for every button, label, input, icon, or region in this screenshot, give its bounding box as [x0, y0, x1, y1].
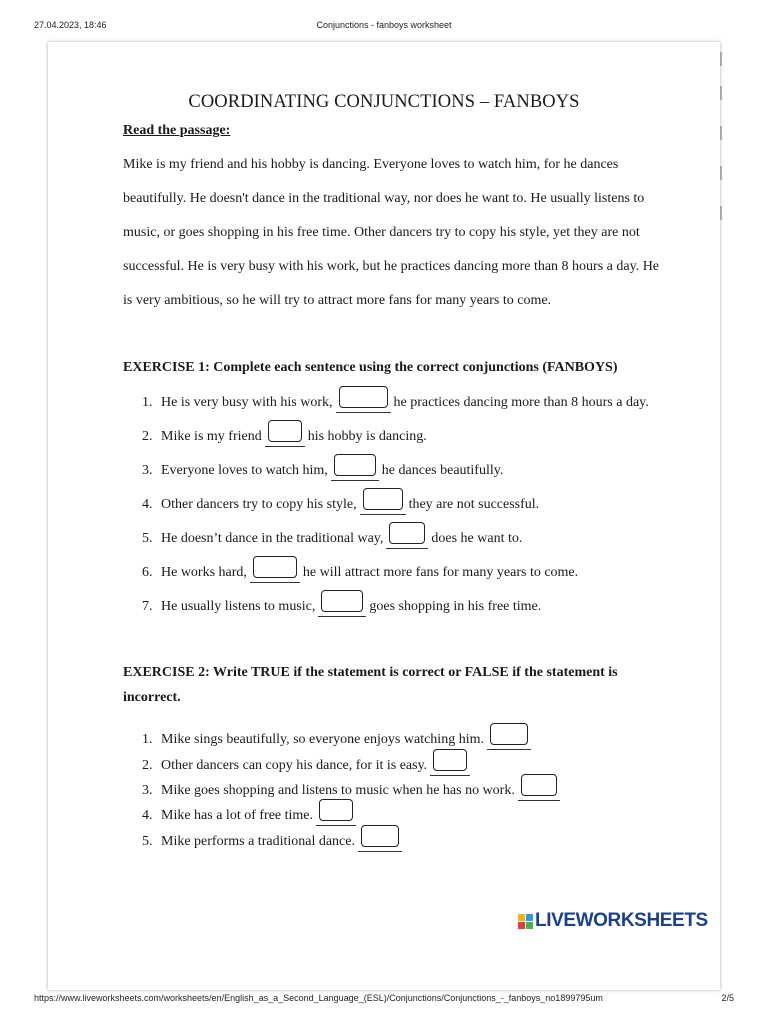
item-text-after: he dances beautifully. — [381, 462, 504, 478]
scroll-edge-mark — [720, 166, 722, 180]
answer-input-box[interactable] — [268, 420, 302, 442]
exercise2-item — [142, 805, 359, 826]
item-number: 5. — [142, 833, 153, 849]
item-text-after: his hobby is dancing. — [307, 428, 427, 444]
liveworksheets-logo — [518, 910, 708, 932]
answer-input-box[interactable] — [433, 749, 467, 771]
worksheet-title: COORDINATING CONJUNCTIONS – FANBOYS — [188, 92, 580, 112]
exercise1-item — [142, 596, 541, 617]
exercise1-heading: EXERCISE 1: Complete each sentence using the correct conjunctions (FANBOYS) — [123, 360, 618, 375]
answer-input-box[interactable] — [253, 556, 297, 578]
answer-input-box[interactable] — [334, 454, 376, 476]
liveworksheets-logo-icon — [518, 914, 533, 929]
answer-blank — [316, 805, 356, 826]
exercise1-item — [142, 562, 578, 583]
item-number: 2. — [142, 757, 153, 773]
answer-blank — [430, 755, 470, 776]
item-number: 1. — [142, 394, 153, 410]
passage-line: beautifully. He doesn't dance in the traditional way, nor does he want to. He usually listens to — [123, 191, 645, 206]
item-text-before: Mike is my friend — [161, 428, 262, 444]
item-text-after: he practices dancing more than 8 hours a day. — [393, 394, 649, 410]
read-passage-label: Read the passage: — [123, 123, 231, 138]
answer-blank — [331, 460, 379, 481]
scroll-edge-mark — [720, 126, 722, 140]
worksheet-page — [48, 42, 720, 990]
logo-text: LIVEWORKSHEETS — [535, 910, 708, 931]
exercise2-item — [142, 780, 563, 801]
print-url: https://www.liveworksheets.com/worksheets/en/English_as_a_Second_Language_(ESL)/Conjunctions/Conjunctions_-_fanboys_no1899795um — [34, 993, 603, 1003]
item-number: 7. — [142, 598, 153, 614]
exercise1-item — [142, 426, 427, 447]
answer-blank — [487, 729, 531, 750]
exercise2-item — [142, 831, 405, 852]
item-statement: Other dancers can copy his dance, for it is easy. — [161, 757, 428, 773]
answer-blank — [386, 528, 428, 549]
passage-line: music, or goes shopping in his free time. Other dancers try to copy his style, yet they are not — [123, 225, 640, 240]
scroll-edge-mark — [720, 206, 722, 220]
scroll-edge-mark — [720, 86, 722, 100]
exercise2-heading-line2: incorrect. — [123, 690, 181, 705]
item-text-before: He doesn’t dance in the traditional way, — [161, 530, 384, 546]
exercise1-item — [142, 460, 503, 481]
passage-line: is very ambitious, so he will try to attract more fans for many years to come. — [123, 293, 552, 308]
item-text-after: he will attract more fans for many years to come. — [302, 564, 579, 580]
answer-input-box[interactable] — [521, 774, 557, 796]
item-number: 6. — [142, 564, 153, 580]
answer-blank — [336, 392, 391, 413]
item-number: 3. — [142, 782, 153, 798]
item-number: 4. — [142, 807, 153, 823]
item-number: 2. — [142, 428, 153, 444]
answer-input-box[interactable] — [490, 723, 528, 745]
answer-input-box[interactable] — [339, 386, 388, 408]
exercise2-item — [142, 729, 534, 750]
exercise1-item — [142, 528, 522, 549]
answer-input-box[interactable] — [361, 825, 399, 847]
print-page-number: 2/5 — [721, 993, 734, 1003]
item-number: 1. — [142, 731, 153, 747]
answer-input-box[interactable] — [363, 488, 403, 510]
item-number: 4. — [142, 496, 153, 512]
print-datetime: 27.04.2023, 18:46 — [34, 20, 107, 30]
answer-blank — [265, 426, 305, 447]
answer-input-box[interactable] — [389, 522, 425, 544]
item-statement: Mike goes shopping and listens to music when he has no work. — [161, 782, 515, 798]
item-text-before: He usually listens to music, — [161, 598, 316, 614]
item-text-after: goes shopping in his free time. — [369, 598, 542, 614]
scroll-edge-mark — [720, 52, 722, 66]
answer-blank — [360, 494, 406, 515]
answer-input-box[interactable] — [321, 590, 363, 612]
answer-input-box[interactable] — [319, 799, 353, 821]
item-statement: Mike has a lot of free time. — [161, 807, 314, 823]
item-text-before: Other dancers try to copy his style, — [161, 496, 357, 512]
item-statement: Mike sings beautifully, so everyone enjoys watching him. — [161, 731, 484, 747]
item-text-after: does he want to. — [431, 530, 523, 546]
exercise2-item — [142, 755, 473, 776]
exercise1-item — [142, 392, 649, 413]
item-text-before: He is very busy with his work, — [161, 394, 333, 410]
exercise2-heading-line1: EXERCISE 2: Write TRUE if the statement is correct or FALSE if the statement is — [123, 665, 618, 680]
item-text-after: they are not successful. — [408, 496, 540, 512]
answer-blank — [518, 780, 560, 801]
item-number: 5. — [142, 530, 153, 546]
item-statement: Mike performs a traditional dance. — [161, 833, 355, 849]
item-number: 3. — [142, 462, 153, 478]
print-doc-title: Conjunctions - fanboys worksheet — [316, 20, 452, 30]
print-footer — [0, 992, 768, 1024]
passage-line: Mike is my friend and his hobby is dancing. Everyone loves to watch him, for he dances — [123, 157, 619, 172]
item-text-before: Everyone loves to watch him, — [161, 462, 328, 478]
exercise1-item — [142, 494, 539, 515]
answer-blank — [318, 596, 366, 617]
print-header — [0, 0, 768, 30]
answer-blank — [250, 562, 300, 583]
answer-blank — [358, 831, 402, 852]
passage-line: successful. He is very busy with his work, but he practices dancing more than 8 hours a day. He — [123, 259, 660, 274]
item-text-before: He works hard, — [161, 564, 247, 580]
